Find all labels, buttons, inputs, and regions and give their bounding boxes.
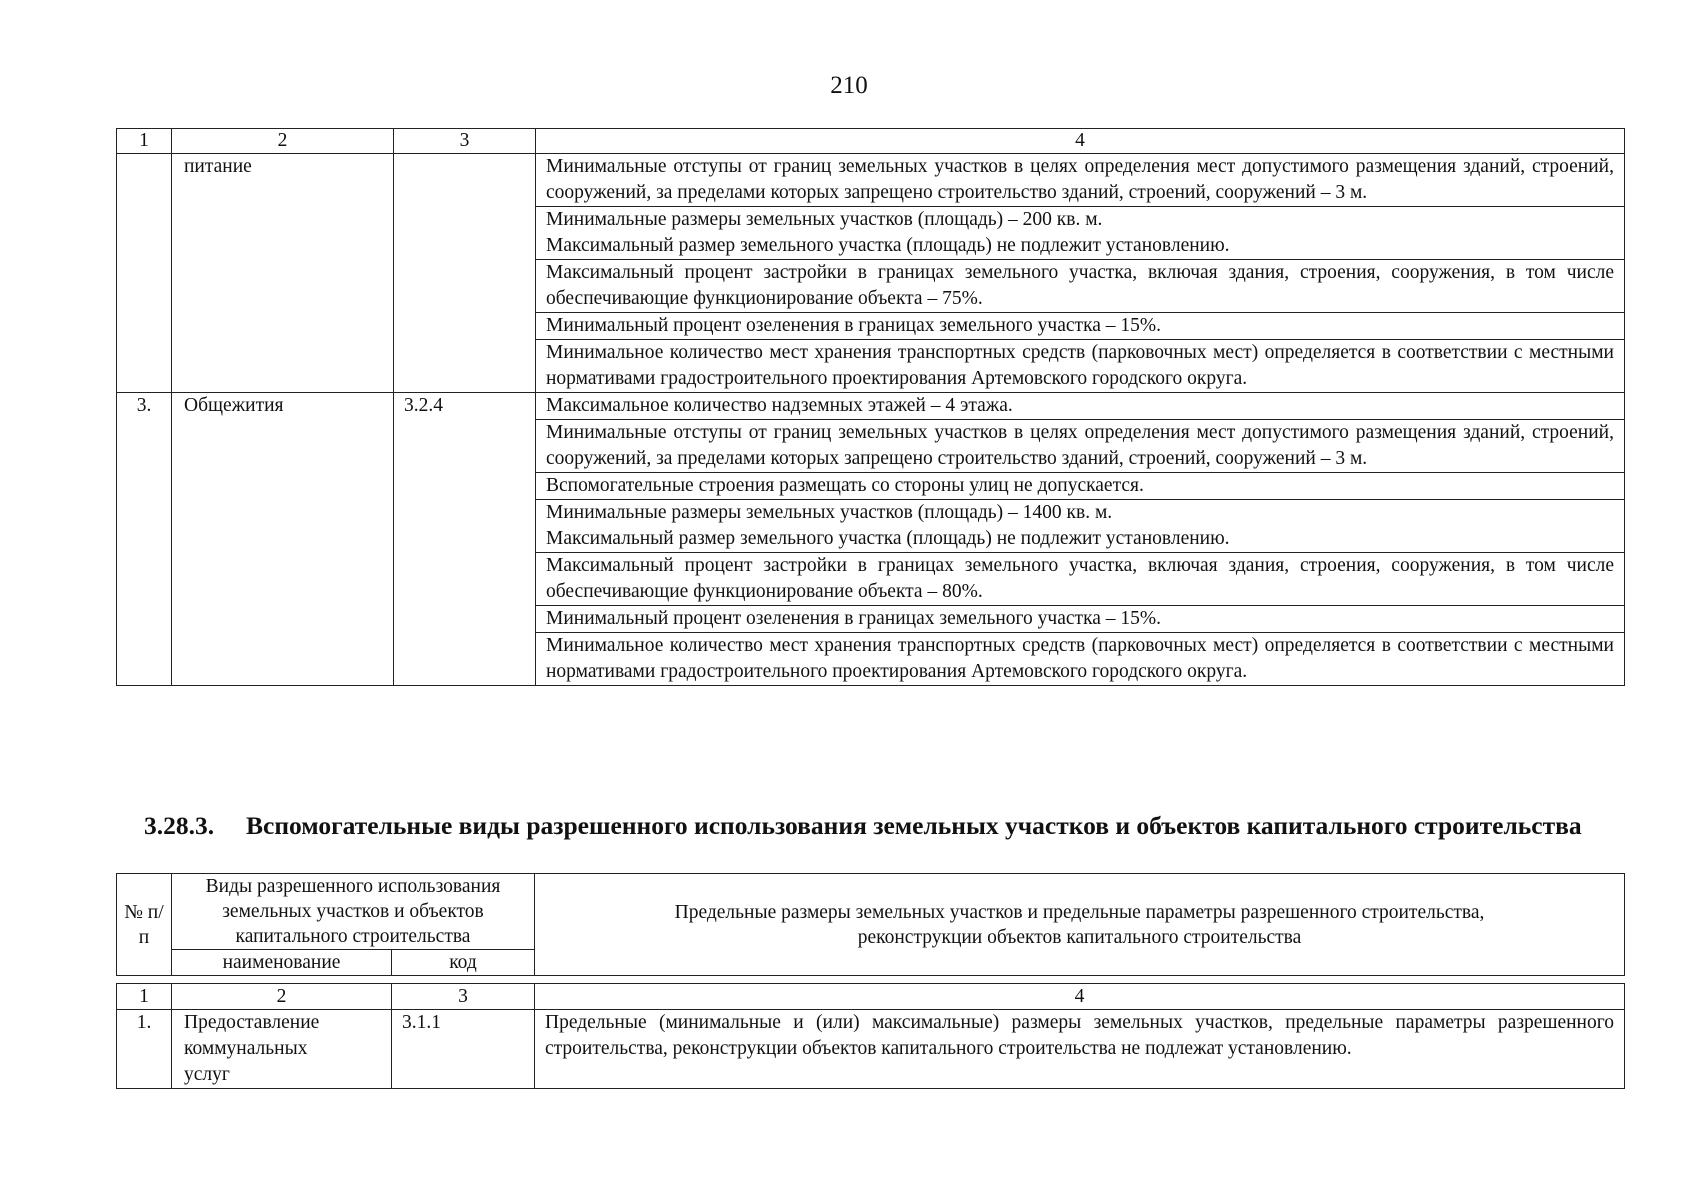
parameter-cell: Максимальный процент застройки в границах земельного участка, включая здания, строения, сооружения, в том числе обеспечивающие функционирование объекта – 75%.	[536, 260, 1625, 313]
column-number-cell: 2	[172, 129, 394, 154]
parameter-cell: Минимальные размеры земельных участков (площадь) – 1400 кв. м. Максимальный размер земельного участка (площадь) не подлежит установлению.	[536, 500, 1625, 553]
table-row	[117, 154, 1625, 207]
auxiliary-use-table-header	[116, 873, 1625, 976]
use-type-name-cell: Общежития	[172, 393, 394, 686]
parameter-cell: Предельные (минимальные и (или) максимальные) размеры земельных участков, предельные параметры разрешенного строительства, реконструкции объектов капитального строительства не подлежат установлению.	[535, 1010, 1625, 1089]
parameter-cell: Максимальный процент застройки в границах земельного участка, включая здания, строения, сооружения, в том числе обеспечивающие функционирование объекта – 80%.	[536, 553, 1625, 606]
parameter-cell: Максимальное количество надземных этажей – 4 этажа.	[536, 393, 1625, 420]
parameter-cell: Минимальные отступы от границ земельных участков в целях определения мест допустимого размещения зданий, строений, сооружений, за пределами которых запрещено строительство зданий, строений, сооружений – 3 м.	[536, 154, 1625, 207]
section-number: 3.28.3.	[144, 811, 215, 840]
parameter-cell: Минимальное количество мест хранения транспортных средств (парковочных мест) определяется в соответствии с местными нормативами градостроительного проектирования Артемовского городского округа.	[536, 633, 1625, 686]
column-number-cell: 3	[394, 129, 536, 154]
column-number-row	[117, 129, 1625, 154]
parameter-cell: Минимальный процент озеленения в границах земельного участка – 15%.	[536, 313, 1625, 340]
header-number-cell	[117, 874, 172, 976]
header-number-label: № п/п	[124, 901, 164, 948]
header-use-types-cell: Виды разрешенного использования земельных участков и объектов капитального строительства	[172, 874, 535, 950]
table-row	[117, 1010, 1625, 1089]
header-code-cell: код	[392, 950, 535, 976]
page-number: 210	[830, 72, 868, 99]
use-type-code-cell: 3.1.1	[392, 1010, 535, 1089]
column-number-cell: 1	[117, 984, 172, 1010]
row-number-cell	[117, 154, 172, 393]
header-name-cell: наименование	[172, 950, 392, 976]
header-parameters-cell: Предельные размеры земельных участков и предельные параметры разрешенного строительства, реконструкции объектов капитального строительства	[535, 874, 1625, 976]
column-number-row	[117, 984, 1625, 1010]
section-title: Вспомогательные виды разрешенного использования земельных участков и объектов капитального строительства	[246, 811, 1582, 840]
row-number-cell: 1.	[117, 1010, 172, 1089]
use-type-name-cell	[172, 1010, 392, 1089]
column-number-cell: 4	[535, 984, 1625, 1010]
row-number-cell: 3.	[117, 393, 172, 686]
column-number-cell: 3	[392, 984, 535, 1010]
parameter-cell: Минимальный процент озеленения в границах земельного участка – 15%.	[536, 606, 1625, 633]
header-row	[117, 874, 1625, 950]
parameter-cell: Минимальное количество мест хранения транспортных средств (парковочных мест) определяется в соответствии с местными нормативами градостроительного проектирования Артемовского городского округа.	[536, 340, 1625, 393]
table-row	[117, 393, 1625, 420]
use-type-code-cell	[394, 154, 536, 393]
column-number-cell: 2	[172, 984, 392, 1010]
land-use-table-continued	[116, 128, 1625, 686]
auxiliary-use-table	[116, 983, 1625, 1089]
section-heading	[144, 810, 1624, 841]
use-type-code-cell: 3.2.4	[394, 393, 536, 686]
use-type-name: Предоставление коммунальных услуг	[184, 1012, 320, 1085]
parameter-cell: Минимальные размеры земельных участков (площадь) – 200 кв. м. Максимальный размер земельного участка (площадь) не подлежит установлению.	[536, 207, 1625, 260]
parameter-cell: Минимальные отступы от границ земельных участков в целях определения мест допустимого размещения зданий, строений, сооружений, за пределами которых запрещено строительство зданий, строений, сооружений – 3 м.	[536, 420, 1625, 473]
use-type-name-cell: питание	[172, 154, 394, 393]
parameter-cell: Вспомогательные строения размещать со стороны улиц не допускается.	[536, 473, 1625, 500]
column-number-cell: 4	[536, 129, 1625, 154]
column-number-cell: 1	[117, 129, 172, 154]
